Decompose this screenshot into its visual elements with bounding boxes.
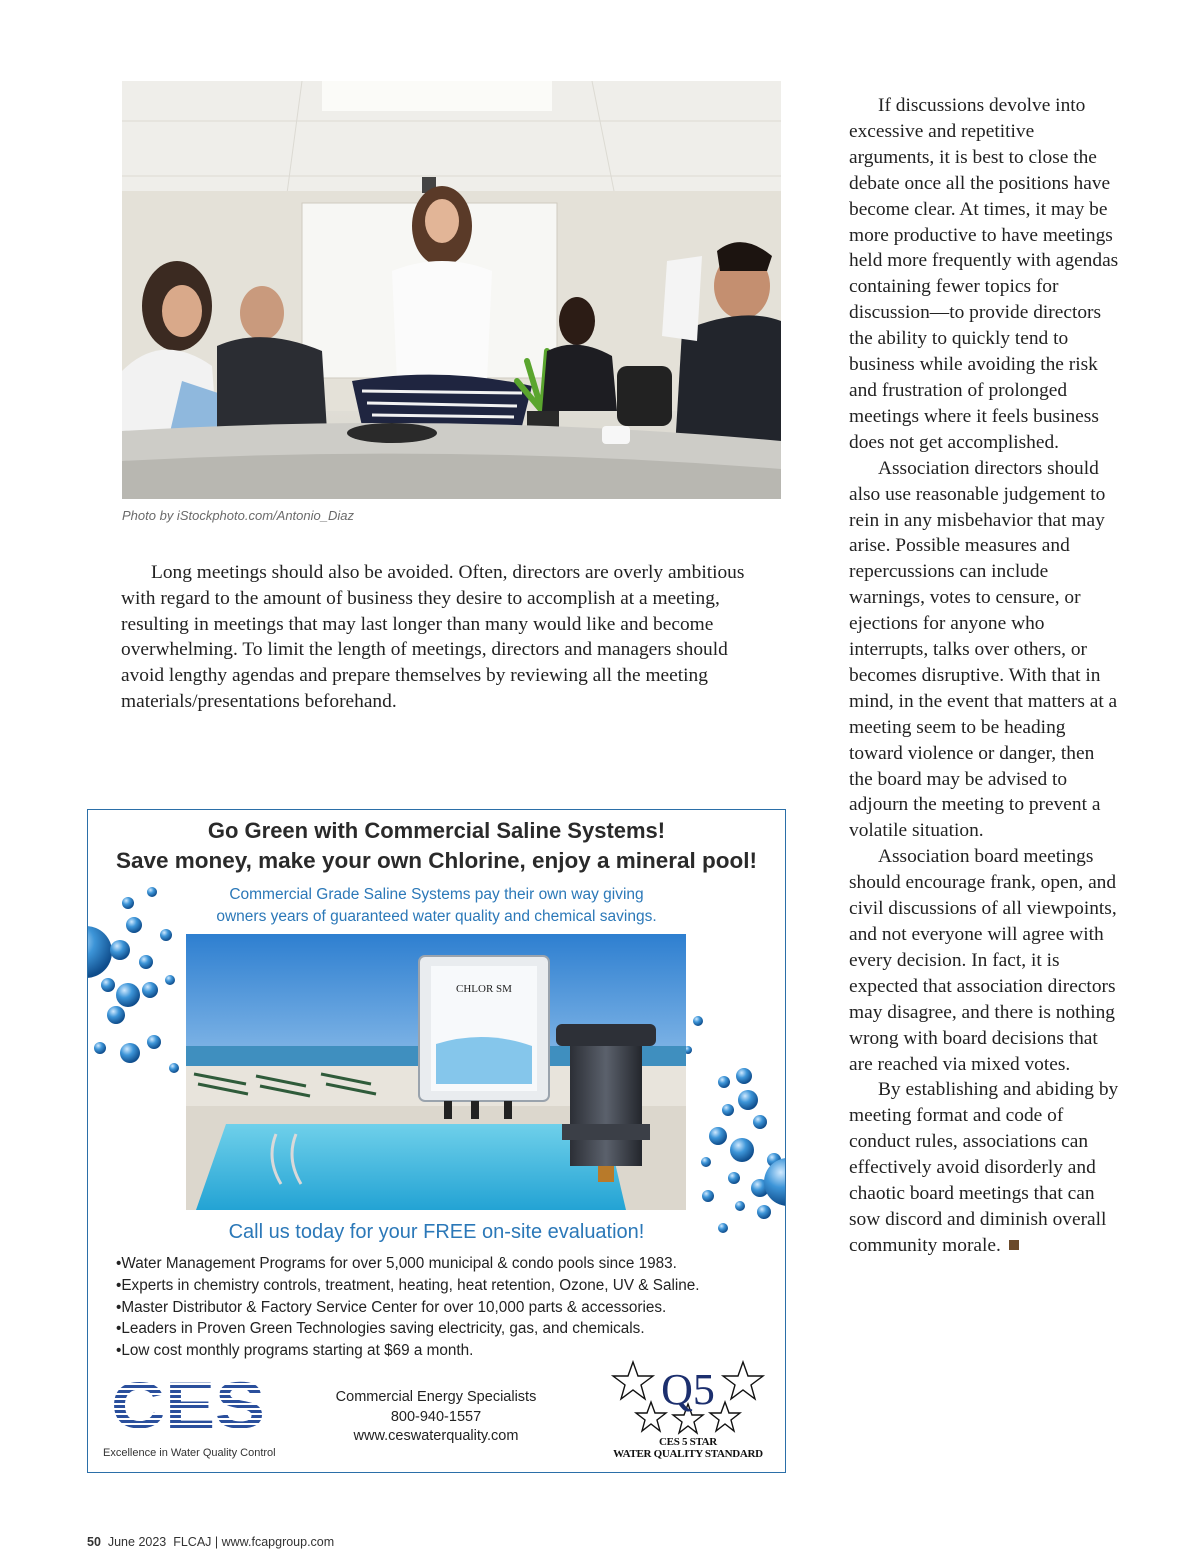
ces-advertisement[interactable]: [87, 809, 786, 1473]
left-article-text: [121, 560, 771, 715]
page-footer: [87, 1535, 334, 1549]
badge-mark: Q5: [661, 1365, 715, 1414]
call-to-action[interactable]: Call us today for your FREE on-site evaluation!: [228, 1221, 645, 1243]
page-number: 50: [87, 1535, 101, 1549]
website-link[interactable]: www.ceswaterquality.com: [353, 1428, 519, 1444]
ad-headline: Go Green with Commercial Saline Systems!: [207, 818, 666, 843]
product-label: CHLOR SM: [456, 983, 512, 995]
footer-website[interactable]: www.fcapgroup.com: [221, 1535, 335, 1549]
ces-tagline: Excellence in Water Quality Control: [103, 1447, 276, 1459]
ces-logo-text: CES: [111, 1370, 265, 1436]
end-of-article-mark: [1009, 1240, 1019, 1250]
list-item: • Leaders in Proven Green Technologies saving electricity, gas, and chemicals.: [116, 1318, 700, 1340]
meeting-photo-illustration: [122, 81, 781, 499]
badge-subtitle: WATER QUALITY STANDARD: [613, 1448, 763, 1460]
ad-bullet-list: [116, 1253, 700, 1362]
footer-separator: |: [214, 1535, 219, 1549]
pool-product-image: [186, 934, 686, 1210]
article-photo: [122, 81, 781, 499]
publication-name: FLCAJ: [173, 1535, 212, 1549]
article-paragraph: Long meetings should also be avoided. Often, directors are overly ambitious with regard to the amount of business they desire to accomplish at a meeting, resulting in meetings that may last longer than many would like and become overwhelming. To limit the length of meetings, directors and managers should avoid lengthy agendas and prepare themselves by reviewing all the meeting materials/presentations beforehand.: [121, 562, 745, 712]
ces-logo[interactable]: [108, 1370, 268, 1436]
ad-subhead: [88, 884, 785, 928]
article-paragraph-text: By establishing and abiding by meeting format and code of conduct rules, associations can effectively avoid disorderly and chaotic board meetings that can sow discord and diminish overall community morale.: [849, 1079, 1119, 1256]
list-item: • Master Distributor & Factory Service Center for over 10,000 parts & accessories.: [116, 1297, 700, 1319]
phone-number[interactable]: 800-940-1557: [390, 1408, 482, 1425]
issue-date: June 2023: [107, 1535, 167, 1549]
photo-caption: Photo by iStockphoto.com/Antonio_Diaz: [122, 508, 354, 523]
ad-headline-secondary: Save money, make your own Chlorine, enjoy a mineral pool!: [116, 848, 757, 873]
company-name: Commercial Energy Specialists: [335, 1389, 537, 1405]
article-paragraph: If discussions devolve into excessive and repetitive arguments, it is best to close the debate once all the positions have become clear. At times, it may be more productive to have meetings held more frequently with agendas containing fewer topics for discussion—to provide directors the ability to quickly tend to business while avoiding the risk and frustration of prolonged meetings where it feels business does not get accomplished.: [849, 95, 1119, 453]
badge-title: CES 5 STAR: [659, 1436, 717, 1448]
list-item: • Water Management Programs for over 5,000 municipal & condo pools since 1983.: [116, 1253, 700, 1275]
list-item: • Low cost monthly programs starting at $69 a month.: [116, 1340, 700, 1362]
pool-and-saline-system-illustration: [186, 934, 686, 1210]
article-paragraph-last: [849, 1077, 1121, 1258]
ad-contact-block: [306, 1388, 566, 1447]
ad-subhead-line: Commercial Grade Saline Systems pay their own way giving: [229, 886, 644, 903]
ces-five-star-badge: [603, 1356, 773, 1468]
article-paragraph: Association board meetings should encourage frank, open, and civil discussions of all viewpoints, and not everyone will agree with every decision. In fact, it is expected that association directors may disagree, and there is nothing wrong with board decisions that are reached via mixed votes.: [849, 846, 1117, 1075]
list-item: • Experts in chemistry controls, treatment, heating, heat retention, Ozone, UV & Saline.: [116, 1275, 700, 1297]
article-paragraph: Association directors should also use reasonable judgement to rein in any misbehavior that may arise. Possible measures and repercussions can include warnings, votes to censure, or ejections for anyone who interrupts, talks over others, or becomes disruptive. With that in mind, in the event that matters at a meeting seem to be heading toward violence or danger, then the board may be advised to adjourn the meeting to prevent a volatile situation.: [849, 457, 1118, 842]
right-article-column: [849, 93, 1121, 1259]
ad-subhead-line: owners years of guaranteed water quality and chemical savings.: [216, 908, 657, 925]
